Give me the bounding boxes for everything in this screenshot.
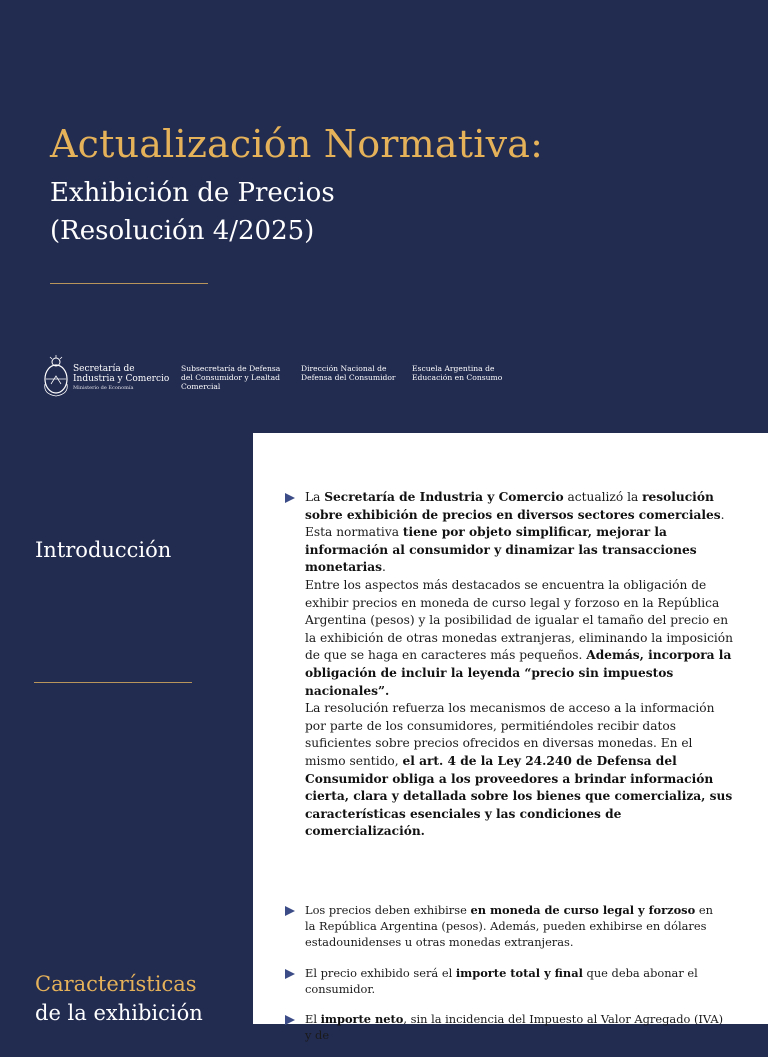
- triangle-bullet-icon: [285, 493, 295, 503]
- section-heading-caracteristicas: Características de la exhibición: [35, 972, 203, 1025]
- section-divider: [34, 682, 192, 683]
- logo-subsecretaria: Subsecretaría de Defensa del Consumidor y Lealtad Comercial: [181, 364, 281, 391]
- logo-direccion: Dirección Nacional de Defensa del Consumidor: [301, 364, 396, 382]
- section-heading-introduccion: Introducción: [35, 538, 172, 562]
- list-item: Los precios deben exhibirse en moneda de curso legal y forzoso en la República Argentina (pesos). Además, pueden exhibirse en dólares estadounidenses u otras monedas extranjeras.: [285, 902, 725, 951]
- logo-secretaria: Secretaría de Industria y Comercio Ministerio de Economía: [73, 364, 170, 391]
- page-subtitle: [50, 174, 335, 250]
- triangle-bullet-icon: [285, 906, 295, 916]
- list-item: El precio exhibido será el importe total y final que deba abonar el consumidor.: [285, 965, 725, 997]
- subtitle-line-1: Exhibición de Precios: [50, 178, 335, 208]
- page-title: Actualización Normativa:: [50, 122, 544, 166]
- intro-paragraph-4: La resolución refuerza los mecanismos de acceso a la información por parte de los consumidores, permitiéndoles recibir datos suficientes sobre precios ofrecidos en diversas monedas. En el mismo sentido, el art. 4 de la Ley 24.240 de Defensa del Consumidor obliga a los proveedores a brindar información cierta, clara y detallada sobre los bienes que comercializa, sus características esenciales y las condiciones de comercialización.: [305, 701, 733, 839]
- title-divider: [50, 283, 208, 284]
- intro-paragraph-2: Esta normativa tiene por objeto simplificar, mejorar la información al consumidor y dinamizar las transacciones monetarias.: [305, 525, 697, 575]
- subtitle-line-2: (Resolución 4/2025): [50, 216, 315, 246]
- triangle-bullet-icon: [285, 969, 295, 979]
- institution-logos: [42, 354, 562, 398]
- national-crest-icon: [42, 354, 70, 398]
- intro-paragraph-1: La Secretaría de Industria y Comercio actualizó la resolución sobre exhibición de precios en diversos sectores comerciales.: [305, 490, 725, 522]
- logo-escuela: Escuela Argentina de Educación en Consumo: [412, 364, 503, 382]
- intro-paragraph-3: Entre los aspectos más destacados se encuentra la obligación de exhibir precios en moneda de curso legal y forzoso en la República Argentina (pesos) y la posibilidad de igualar el tamaño del precio en la exhibición de otras monedas extranjeras, eliminando la imposición de que se haga en caracteres más pequeños. Además, incorpora la obligación de incluir la leyenda “precio sin impuestos nacionales”.: [305, 577, 733, 698]
- caracteristicas-list: [285, 902, 725, 1057]
- introduccion-text: [305, 489, 735, 841]
- list-item: El importe neto, sin la incidencia del Impuesto al Valor Agregado (IVA) y de: [285, 1011, 725, 1043]
